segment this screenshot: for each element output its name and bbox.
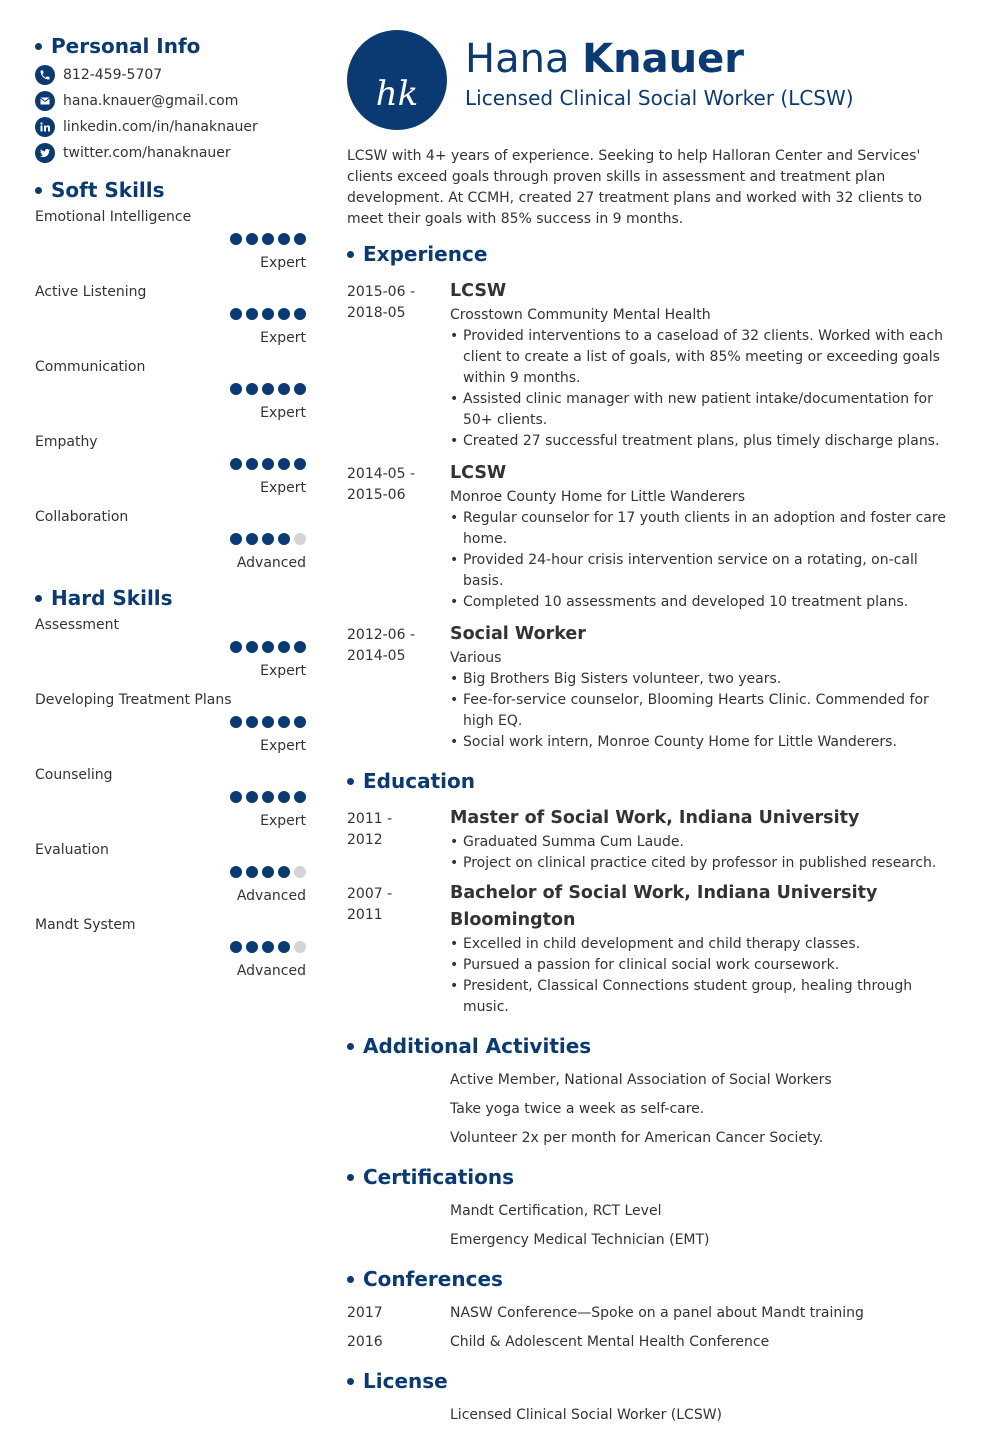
bullet-item: • Regular counselor for 17 youth clients in an adoption and foster care home.	[450, 508, 957, 550]
activities-list	[347, 1070, 957, 1157]
bullet-dot-icon	[35, 595, 42, 602]
skill-level: Expert	[260, 330, 306, 346]
skill-name: Active Listening	[35, 284, 147, 300]
bullet-item: • Completed 10 assessments and developed 10 treatment plans.	[450, 592, 957, 613]
rating-dot-icon	[246, 533, 258, 545]
contact-twitter[interactable]	[35, 140, 306, 166]
bullet-item: • Created 27 successful treatment plans, plus timely discharge plans.	[450, 431, 957, 452]
candidate-name	[465, 34, 744, 84]
skill-name: Communication	[35, 359, 146, 375]
rating-dot-icon	[230, 641, 242, 653]
skill-name: Empathy	[35, 434, 98, 450]
experience-entry	[347, 621, 957, 753]
rating-dot-icon	[278, 866, 290, 878]
entry-body	[450, 460, 957, 613]
license-heading	[347, 1367, 957, 1395]
rating-dot-icon	[262, 941, 274, 953]
skill-item	[35, 917, 306, 992]
skill-item	[35, 509, 306, 584]
skill-item	[35, 284, 306, 359]
rating-dot-icon	[294, 308, 306, 320]
rating-dot-icon	[246, 308, 258, 320]
skill-item	[35, 617, 306, 692]
rating-dot-icon	[230, 533, 242, 545]
soft-skills-heading	[35, 176, 306, 204]
bullet-item: • Social work intern, Monroe County Home for Little Wanderers.	[450, 732, 957, 753]
rating-dot-icon	[278, 533, 290, 545]
section-title: Hard Skills	[51, 586, 173, 610]
skill-level: Expert	[260, 255, 306, 271]
education-list	[347, 805, 957, 1018]
conferences-list	[347, 1303, 957, 1361]
conference-name: Child & Adolescent Mental Health Conference	[450, 1334, 770, 1350]
rating-dot-icon	[246, 233, 258, 245]
entry-bullets	[450, 508, 957, 613]
experience-entry	[347, 278, 957, 452]
profile-summary: LCSW with 4+ years of experience. Seeking to help Halloran Center and Services' clients exceed goals through proven skills in assessment and treatment plan development. At CCMH, created 27 treatment plans and worked with 32 clients to meet their goals with 85% success in 9 months.	[347, 148, 923, 227]
section-title: Experience	[363, 242, 488, 266]
bullet-item: • Provided interventions to a caseload of 32 clients. Worked with each client to create a list of goals, with 85% meeting or exceeding goals within 9 months.	[450, 326, 957, 389]
rating-dot-icon	[294, 866, 306, 878]
bullet-item: • Fee-for-service counselor, Blooming Hearts Clinic. Commended for high EQ.	[450, 690, 957, 732]
certifications-heading	[347, 1163, 957, 1191]
conference-year: 2016	[347, 1334, 383, 1350]
rating-dot-icon	[278, 791, 290, 803]
email-icon	[35, 91, 55, 111]
entry-bullets	[450, 934, 957, 1018]
activity-item: Take yoga twice a week as self-care.	[450, 1101, 705, 1117]
rating-dot-icon	[230, 941, 242, 953]
rating-dot-icon	[246, 458, 258, 470]
activity-item: Active Member, National Association of Social Workers	[450, 1072, 832, 1088]
bullet-dot-icon	[347, 251, 354, 258]
skill-item	[35, 767, 306, 842]
skill-item	[35, 434, 306, 509]
skill-rating	[230, 533, 306, 545]
bullet-dot-icon	[347, 1043, 354, 1050]
skill-rating	[230, 458, 306, 470]
entry-body	[450, 621, 957, 753]
skill-rating	[230, 641, 306, 653]
bullet-dot-icon	[347, 1276, 354, 1283]
entry-date: 2014-05 - 2015-06	[347, 466, 415, 503]
section-title: Soft Skills	[51, 178, 165, 202]
bullet-dot-icon	[347, 1378, 354, 1385]
soft-skills-list	[35, 209, 306, 584]
skill-rating	[230, 791, 306, 803]
skill-level: Advanced	[236, 963, 306, 979]
rating-dot-icon	[294, 791, 306, 803]
rating-dot-icon	[246, 716, 258, 728]
rating-dot-icon	[262, 308, 274, 320]
rating-dot-icon	[230, 716, 242, 728]
section-title: Education	[363, 769, 475, 793]
rating-dot-icon	[246, 383, 258, 395]
bullet-dot-icon	[347, 778, 354, 785]
education-entry	[347, 880, 957, 1018]
skill-level: Expert	[260, 480, 306, 496]
skill-level: Expert	[260, 813, 306, 829]
rating-dot-icon	[230, 233, 242, 245]
skill-rating	[230, 866, 306, 878]
entry-title: LCSW	[450, 281, 507, 301]
entry-date: 2012-06 - 2014-05	[347, 627, 415, 664]
conference-item	[347, 1332, 957, 1361]
contact-text: hana.knauer@gmail.com	[63, 93, 239, 109]
bullet-item: • Graduated Summa Cum Laude.	[450, 832, 957, 853]
skill-rating	[230, 233, 306, 245]
rating-dot-icon	[294, 941, 306, 953]
entry-bullets	[450, 832, 957, 874]
skill-level: Expert	[260, 405, 306, 421]
section-title: Personal Info	[51, 34, 201, 58]
conferences-heading	[347, 1265, 957, 1293]
job-title: Licensed Clinical Social Worker (LCSW)	[465, 86, 854, 110]
skill-item	[35, 359, 306, 434]
experience-list	[347, 278, 957, 753]
experience-heading	[347, 240, 957, 268]
hard-skills-list	[35, 617, 306, 992]
rating-dot-icon	[230, 308, 242, 320]
skill-item	[35, 209, 306, 284]
entry-title: Bachelor of Social Work, Indiana University Bloomington	[450, 883, 878, 930]
license-list	[347, 1405, 957, 1434]
contact-email[interactable]	[35, 88, 306, 114]
entry-organization: Crosstown Community Mental Health	[450, 307, 711, 323]
contact-text: twitter.com/hanaknauer	[63, 145, 231, 161]
rating-dot-icon	[262, 383, 274, 395]
rating-dot-icon	[262, 791, 274, 803]
activity-item: Volunteer 2x per month for American Cancer Society.	[450, 1130, 824, 1146]
personal-info-heading	[35, 32, 306, 60]
rating-dot-icon	[246, 791, 258, 803]
rating-dot-icon	[278, 641, 290, 653]
education-heading	[347, 767, 957, 795]
rating-dot-icon	[262, 533, 274, 545]
entry-body	[450, 880, 957, 1018]
rating-dot-icon	[278, 308, 290, 320]
bullet-dot-icon	[347, 1174, 354, 1181]
education-entry	[347, 805, 957, 874]
rating-dot-icon	[246, 641, 258, 653]
rating-dot-icon	[294, 383, 306, 395]
phone-icon	[35, 65, 55, 85]
rating-dot-icon	[246, 866, 258, 878]
conference-item	[347, 1303, 957, 1332]
rating-dot-icon	[278, 458, 290, 470]
rating-dot-icon	[262, 641, 274, 653]
entry-body	[450, 805, 957, 874]
section-title: License	[363, 1369, 448, 1393]
rating-dot-icon	[278, 716, 290, 728]
certification-item: Mandt Certification, RCT Level	[450, 1203, 662, 1219]
skill-level: Expert	[260, 738, 306, 754]
rating-dot-icon	[294, 716, 306, 728]
rating-dot-icon	[294, 233, 306, 245]
rating-dot-icon	[230, 383, 242, 395]
entry-title: Master of Social Work, Indiana University	[450, 808, 860, 828]
entry-title: Social Worker	[450, 624, 586, 644]
skill-name: Counseling	[35, 767, 113, 783]
experience-entry	[347, 460, 957, 613]
rating-dot-icon	[262, 716, 274, 728]
linkedin-icon	[35, 117, 55, 137]
entry-organization: Monroe County Home for Little Wanderers	[450, 489, 746, 505]
bullet-item: • Big Brothers Big Sisters volunteer, two years.	[450, 669, 957, 690]
rating-dot-icon	[230, 866, 242, 878]
bullet-item: • Provided 24-hour crisis intervention service on a rotating, on-call basis.	[450, 550, 957, 592]
contact-phone[interactable]	[35, 62, 306, 88]
last-name: Knauer	[582, 36, 744, 82]
monogram-avatar	[347, 30, 447, 130]
section-title: Conferences	[363, 1267, 503, 1291]
certifications-list	[347, 1201, 957, 1259]
entry-organization: Various	[450, 650, 502, 666]
rating-dot-icon	[278, 233, 290, 245]
contact-text: linkedin.com/in/hanaknauer	[63, 119, 258, 135]
entry-bullets	[450, 669, 957, 753]
license-item: Licensed Clinical Social Worker (LCSW)	[450, 1407, 723, 1423]
conference-name: NASW Conference—Spoke on a panel about Mandt training	[450, 1305, 864, 1321]
skill-name: Developing Treatment Plans	[35, 692, 232, 708]
rating-dot-icon	[278, 941, 290, 953]
rating-dot-icon	[262, 866, 274, 878]
rating-dot-icon	[262, 458, 274, 470]
skill-rating	[230, 383, 306, 395]
contact-text: 812-459-5707	[63, 67, 163, 83]
skill-name: Assessment	[35, 617, 119, 633]
skill-item	[35, 692, 306, 767]
skill-rating	[230, 308, 306, 320]
contact-linkedin[interactable]	[35, 114, 306, 140]
entry-date: 2015-06 - 2018-05	[347, 284, 415, 321]
skill-rating	[230, 716, 306, 728]
rating-dot-icon	[262, 233, 274, 245]
bullet-dot-icon	[35, 187, 42, 194]
rating-dot-icon	[294, 533, 306, 545]
skill-name: Mandt System	[35, 917, 136, 933]
rating-dot-icon	[294, 641, 306, 653]
monogram-text: hk	[375, 74, 419, 114]
skill-name: Evaluation	[35, 842, 109, 858]
entry-date: 2007 - 2011	[347, 886, 393, 923]
entry-body	[450, 278, 957, 452]
activities-heading	[347, 1032, 957, 1060]
bullet-item: • President, Classical Connections student group, healing through music.	[450, 976, 957, 1018]
bullet-dot-icon	[35, 43, 42, 50]
conference-year: 2017	[347, 1305, 383, 1321]
twitter-icon	[35, 143, 55, 163]
entry-bullets	[450, 326, 957, 452]
bullet-item: • Assisted clinic manager with new patient intake/documentation for 50+ clients.	[450, 389, 957, 431]
first-name: Hana	[465, 36, 570, 82]
skill-item	[35, 842, 306, 917]
rating-dot-icon	[278, 383, 290, 395]
entry-title: LCSW	[450, 463, 507, 483]
rating-dot-icon	[230, 791, 242, 803]
rating-dot-icon	[294, 458, 306, 470]
section-title: Additional Activities	[363, 1034, 592, 1058]
bullet-item: • Project on clinical practice cited by professor in published research.	[450, 853, 957, 874]
hard-skills-heading	[35, 584, 306, 612]
rating-dot-icon	[246, 941, 258, 953]
entry-date: 2011 - 2012	[347, 811, 393, 848]
skill-level: Expert	[260, 663, 306, 679]
skill-name: Emotional Intelligence	[35, 209, 192, 225]
section-title: Certifications	[363, 1165, 514, 1189]
skill-name: Collaboration	[35, 509, 129, 525]
skill-level: Advanced	[236, 555, 306, 571]
rating-dot-icon	[230, 458, 242, 470]
skill-rating	[230, 941, 306, 953]
sidebar	[35, 0, 306, 992]
bullet-item: • Excelled in child development and child therapy classes.	[450, 934, 957, 955]
bullet-item: • Pursued a passion for clinical social work coursework.	[450, 955, 957, 976]
skill-level: Advanced	[236, 888, 306, 904]
certification-item: Emergency Medical Technician (EMT)	[450, 1232, 710, 1248]
